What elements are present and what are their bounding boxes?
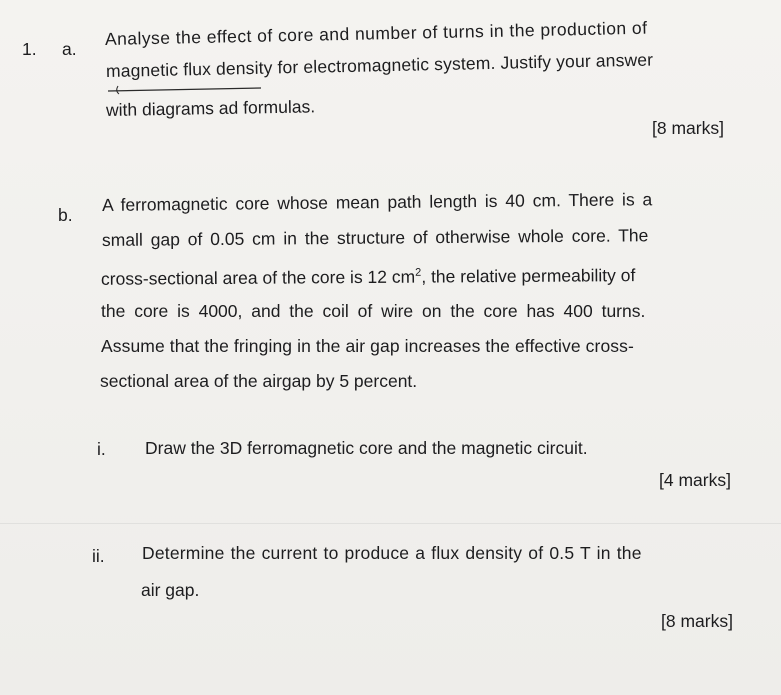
part-b-line-5: Assume that the fringing in the air gap increases the effective cross- bbox=[101, 336, 634, 356]
handwritten-underline bbox=[106, 85, 266, 95]
part-a-line-2: magnetic flux density for electromagnetic system. Justify your answer bbox=[105, 49, 654, 81]
sub-ii-line-2: air gap. bbox=[141, 580, 200, 600]
part-b-line-3-start: cross-sectional area of the core is 12 cm bbox=[100, 266, 416, 289]
sub-ii-line-1: Determine the current to produce a flux density of 0.5 T in the bbox=[142, 543, 642, 563]
part-b-line-3 bbox=[101, 259, 635, 291]
superscript-2: 2 bbox=[415, 266, 422, 279]
part-a-line-1: Analyse the effect of core and number of turns in the production of bbox=[104, 17, 648, 49]
part-b-label: b. bbox=[58, 205, 73, 225]
part-b-line-2: small gap of 0.05 cm in the structure of otherwise whole core. The bbox=[101, 225, 649, 250]
question-number: 1. bbox=[22, 39, 37, 59]
part-b-line-3-end: , the relative permeability of bbox=[421, 265, 636, 287]
part-a-label: a. bbox=[62, 39, 77, 59]
part-b-line-1: A ferromagnetic core whose mean path length is 40 cm. There is a bbox=[101, 189, 653, 215]
divider-line bbox=[0, 523, 781, 524]
part-a-marks: [8 marks] bbox=[652, 118, 724, 138]
sub-i-label: i. bbox=[97, 439, 106, 459]
sub-ii-marks: [8 marks] bbox=[661, 611, 733, 631]
sub-i-marks: [4 marks] bbox=[659, 470, 731, 490]
sub-ii-label: ii. bbox=[92, 546, 105, 566]
part-b-line-6: sectional area of the airgap by 5 percent. bbox=[100, 371, 418, 391]
part-a-line-3: with diagrams ad formulas. bbox=[105, 96, 316, 120]
part-b-line-4: the core is 4000, and the coil of wire on the core has 400 turns. bbox=[101, 301, 646, 321]
sub-i-text: Draw the 3D ferromagnetic core and the magnetic circuit. bbox=[145, 438, 588, 458]
